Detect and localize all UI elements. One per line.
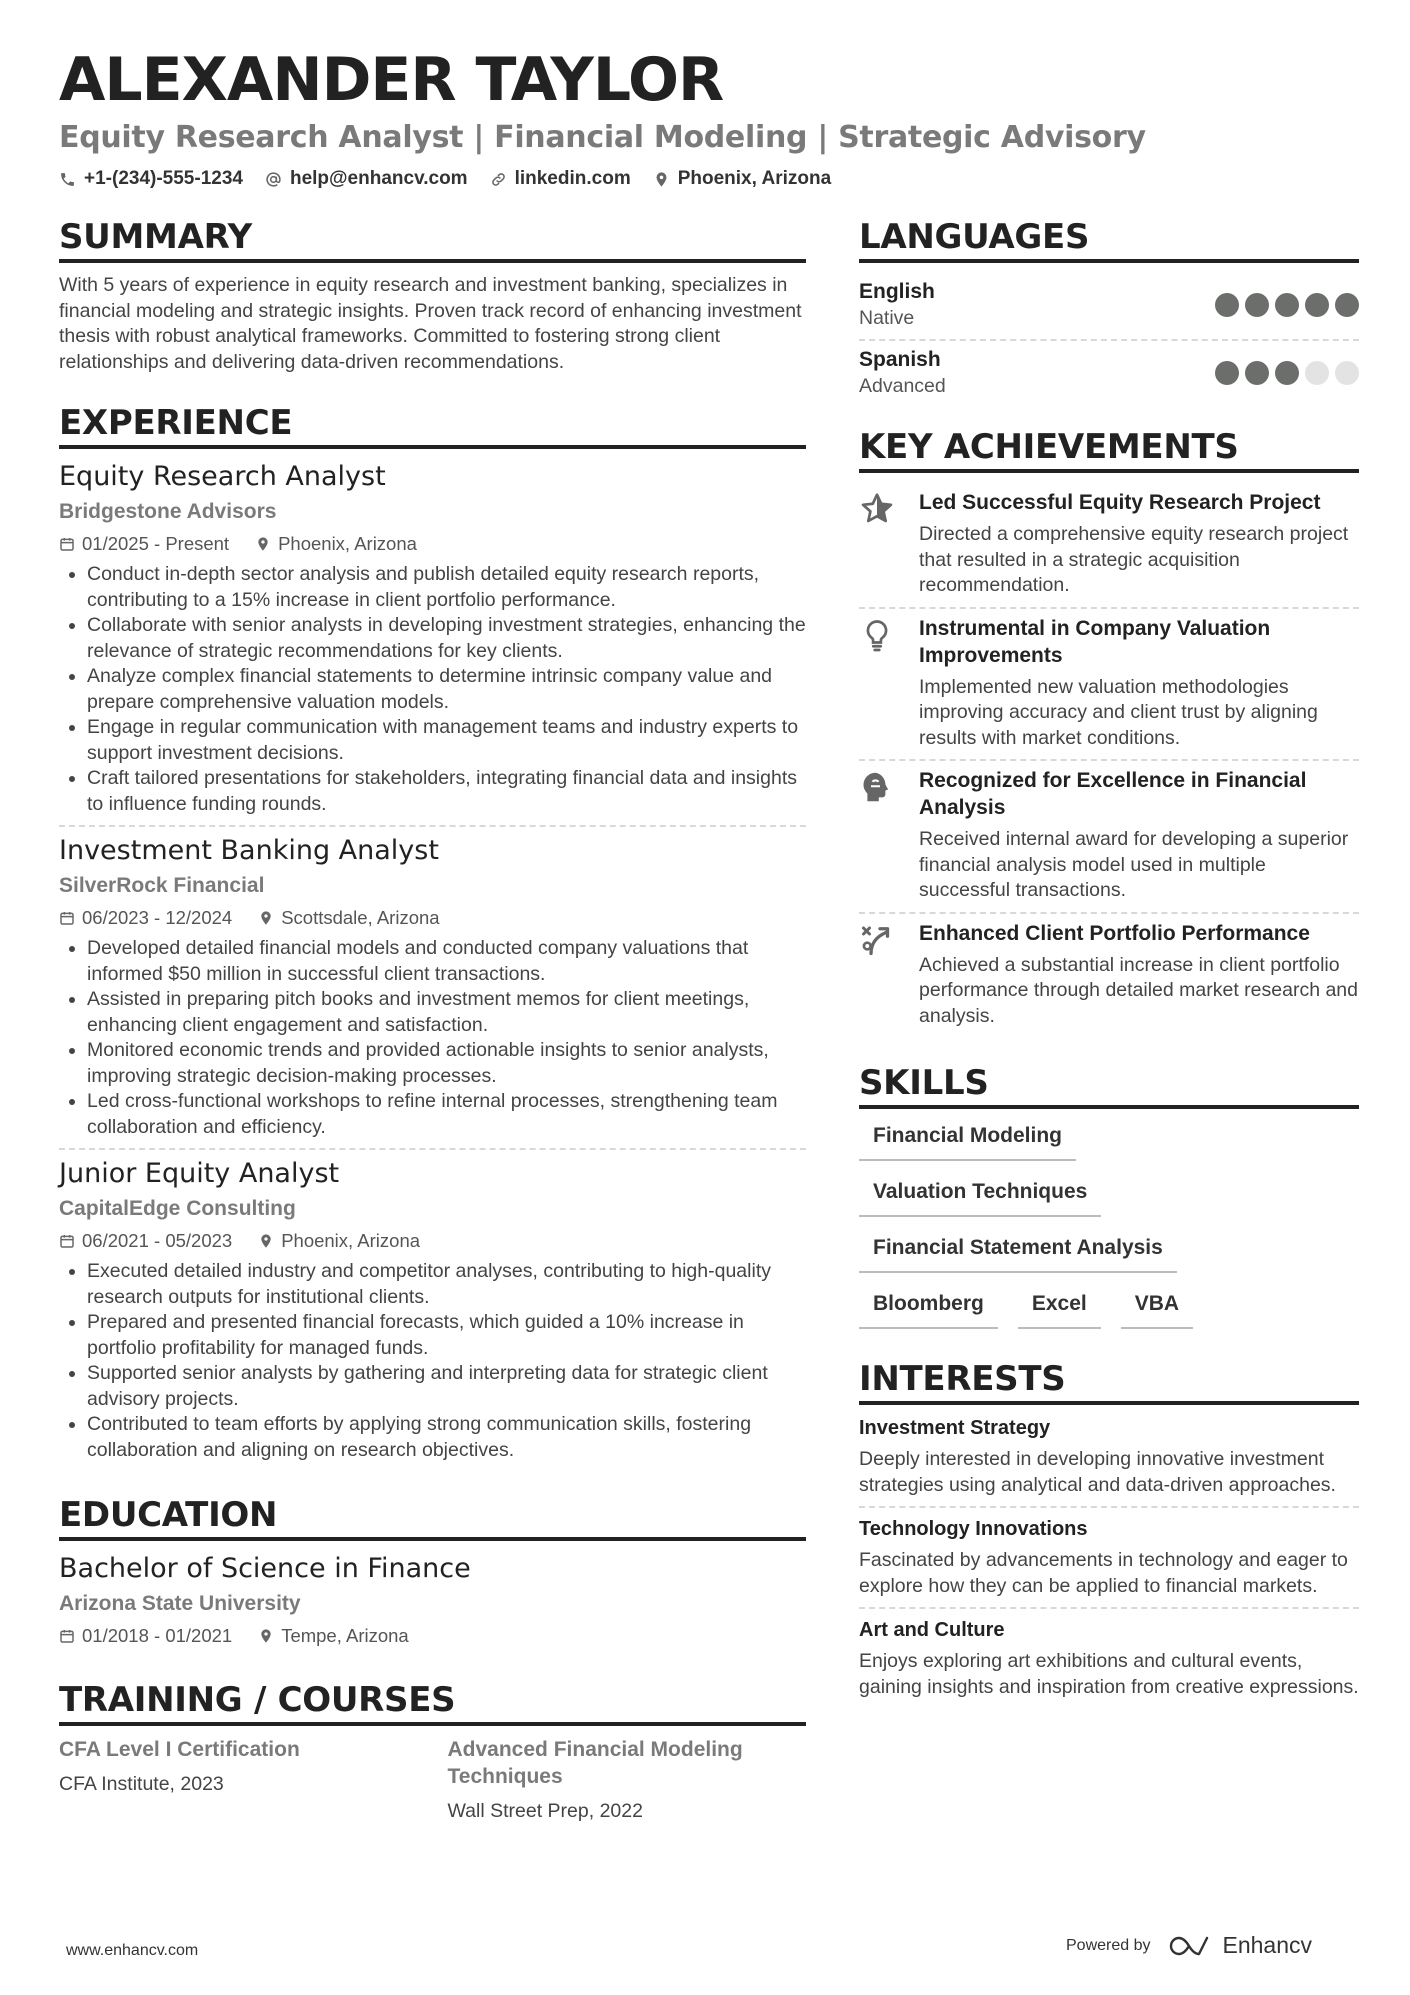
candidate-title: Equity Research Analyst | Financial Modeling | Strategic Advisory — [59, 120, 1146, 155]
location-pin-icon — [258, 910, 274, 926]
achievements-heading: KEY ACHIEVEMENTS — [859, 425, 1359, 473]
job-bullet: • Collaborate with senior analysts in developing investment strategies, enhancing the relevance of strategic recommendations for key clients. — [87, 613, 806, 664]
achievement-item — [859, 483, 1359, 609]
job-role: Junior Equity Analyst — [59, 1158, 340, 1189]
interest-title: Art and Culture — [859, 1619, 1005, 1641]
experience-section — [59, 401, 806, 1471]
training-section — [59, 1678, 806, 1824]
footer-branding — [1066, 1932, 1312, 1959]
rating-dot-filled — [1335, 293, 1359, 317]
job-role: Equity Research Analyst — [59, 461, 386, 492]
job-bullet: • Analyze complex financial statements to determine intrinsic company value and prepare comprehensive valuation models. — [87, 664, 806, 715]
languages-section — [859, 215, 1359, 407]
calendar-icon — [59, 910, 75, 926]
training-provider: Wall Street Prep, 2022 — [447, 1800, 643, 1822]
calendar-icon — [59, 1628, 75, 1644]
linkedin-text: linkedin.com — [514, 168, 631, 189]
training-provider: CFA Institute, 2023 — [59, 1773, 224, 1795]
job-meta — [59, 532, 806, 556]
interest-desc: Fascinated by advancements in technology and eager to explore how they can be applied to financial markets. — [859, 1549, 1348, 1597]
rating-dot-filled — [1215, 361, 1239, 385]
education-meta — [59, 1624, 806, 1648]
job-dates — [59, 1229, 232, 1253]
achievement-desc: Achieved a substantial increase in client portfolio performance through detailed market research and analysis. — [919, 953, 1358, 1027]
rating-dot-filled — [1245, 293, 1269, 317]
job-location — [258, 906, 439, 930]
skills-list — [859, 1119, 1359, 1329]
job-bullet: • Prepared and presented financial forecasts, which guided a 10% increase in portfolio profitability for managed funds. — [87, 1310, 806, 1361]
skill-tag: Bloomberg — [859, 1287, 998, 1329]
achievement-title: Recognized for Excellence in Financial Analysis — [919, 769, 1307, 819]
language-name: Spanish — [859, 348, 941, 371]
achievements-section — [859, 425, 1359, 1037]
interest-title: Investment Strategy — [859, 1417, 1051, 1439]
summary-heading: SUMMARY — [59, 215, 806, 263]
contact-email[interactable] — [265, 168, 468, 190]
skill-tag: Excel — [1018, 1287, 1101, 1329]
skills-section — [859, 1061, 1359, 1329]
job-bullet: • Led cross-functional workshops to refine internal processes, strengthening team collaboration and efficiency. — [87, 1089, 806, 1140]
job-bullet: • Supported senior analysts by gathering and interpreting data for strategic client advisory projects. — [87, 1361, 806, 1412]
education-heading: EDUCATION — [59, 1493, 806, 1541]
training-name: Advanced Financial Modeling Techniques — [447, 1738, 743, 1788]
rating-dot-empty — [1305, 361, 1329, 385]
location-pin-icon — [258, 1628, 274, 1644]
education-dates-text: 01/2018 - 01/2021 — [82, 1625, 233, 1646]
achievement-desc: Implemented new valuation methodologies improving accuracy and client trust by aligning results with market conditions. — [919, 675, 1318, 749]
contact-bar — [59, 168, 1359, 190]
rating-dot-filled — [1245, 361, 1269, 385]
rating-dot-filled — [1305, 293, 1329, 317]
language-level: Advanced — [859, 375, 946, 397]
job-location — [255, 532, 417, 556]
contact-phone[interactable] — [59, 168, 243, 190]
rating-dot-filled — [1275, 293, 1299, 317]
achievement-item — [859, 914, 1359, 1038]
job-dates-text: 01/2025 - Present — [82, 533, 230, 554]
contact-linkedin[interactable] — [490, 168, 631, 190]
job-bullet: • Developed detailed financial models and conducted company valuations that informed $50 million in successful client transactions. — [87, 936, 806, 987]
lightbulb-icon — [859, 617, 895, 653]
language-rating — [1215, 293, 1359, 317]
footer-website[interactable]: www.enhancv.com — [66, 1942, 199, 1959]
training-heading: TRAINING / COURSES — [59, 1678, 806, 1726]
summary-section — [59, 215, 806, 375]
job-bullet: • Conduct in-depth sector analysis and publish detailed equity research reports, contributing to a 15% increase in client portfolio performance. — [87, 562, 806, 613]
contact-location — [653, 168, 831, 190]
job-meta — [59, 1229, 806, 1253]
language-rating — [1215, 361, 1359, 385]
job-bullet: • Executed detailed industry and competitor analyses, contributing to high-quality research outputs for institutional clients. — [87, 1259, 806, 1310]
left-column — [59, 215, 806, 1824]
language-item — [859, 341, 1359, 407]
interest-desc: Enjoys exploring art exhibitions and cultural events, gaining insights and inspiration from creative expressions. — [859, 1650, 1359, 1698]
job-bullet: • Contributed to team efforts by applying strong communication skills, fostering collaboration and aligning on research objectives. — [87, 1412, 806, 1463]
rating-dot-filled — [1275, 361, 1299, 385]
job-bullet: • Monitored economic trends and provided actionable insights to senior analysts, improving strategic decision-making processes. — [87, 1038, 806, 1089]
interests-section — [859, 1357, 1359, 1708]
interests-heading: INTERESTS — [859, 1357, 1359, 1405]
location-pin-icon — [653, 171, 670, 188]
star-icon — [859, 491, 895, 527]
achievement-desc: Directed a comprehensive equity research project that resulted in a strategic acquisition recommendation. — [919, 523, 1349, 596]
rating-dot-empty — [1335, 361, 1359, 385]
at-icon — [265, 171, 282, 188]
job-company: CapitalEdge Consulting — [59, 1197, 296, 1220]
languages-heading: LANGUAGES — [859, 215, 1359, 263]
enhancv-logo-icon — [1169, 1934, 1213, 1958]
job-bullets — [59, 936, 806, 1140]
education-dates — [59, 1624, 232, 1648]
interest-item — [859, 1617, 1359, 1708]
interest-item — [859, 1415, 1359, 1508]
training-item — [59, 1736, 418, 1824]
job-dates — [59, 906, 232, 930]
powered-by-label: Powered by — [1066, 1936, 1151, 1954]
interest-item — [859, 1516, 1359, 1609]
summary-text: With 5 years of experience in equity research and investment banking, specializes in financial modeling and strategic insights. Proven track record of enhancing investment thesis with robust analytical frameworks. Committed to fostering strong client relationships and delivering data-driven recommendations. — [59, 274, 802, 373]
achievement-title: Enhanced Client Portfolio Performance — [919, 921, 1310, 945]
job-bullets — [59, 562, 806, 817]
training-item — [448, 1736, 807, 1824]
job-dates-text: 06/2023 - 12/2024 — [82, 907, 233, 928]
job-company: SilverRock Financial — [59, 874, 265, 897]
language-item — [859, 273, 1359, 341]
skill-tag: Financial Modeling — [859, 1119, 1076, 1161]
job-location-text: Scottsdale, Arizona — [281, 907, 440, 928]
job-dates — [59, 532, 229, 556]
education-location-text: Tempe, Arizona — [281, 1625, 409, 1646]
interest-desc: Deeply interested in developing innovative investment strategies using analytical and data-driven approaches. — [859, 1448, 1336, 1496]
language-name: English — [859, 280, 935, 303]
calendar-icon — [59, 536, 75, 552]
job-bullet: • Craft tailored presentations for stakeholders, integrating financial data and insights to influence funding rounds. — [87, 766, 806, 817]
location-pin-icon — [258, 1233, 274, 1249]
brain-head-icon — [859, 769, 895, 805]
language-level: Native — [859, 307, 915, 329]
job-location-text: Phoenix, Arizona — [278, 533, 417, 554]
job-meta — [59, 906, 806, 930]
calendar-icon — [59, 1233, 75, 1249]
rating-dot-filled — [1215, 293, 1239, 317]
skill-tag: VBA — [1121, 1287, 1193, 1329]
job-location-text: Phoenix, Arizona — [281, 1230, 421, 1251]
experience-item — [59, 1156, 806, 1471]
job-role: Investment Banking Analyst — [59, 835, 439, 866]
job-bullets — [59, 1259, 806, 1463]
experience-item — [59, 459, 806, 827]
brand-logo[interactable] — [1169, 1932, 1313, 1959]
achievement-item — [859, 609, 1359, 762]
link-icon — [490, 171, 507, 188]
job-company: Bridgestone Advisors — [59, 500, 277, 523]
phone-text: +1-(234)-555-1234 — [84, 168, 243, 189]
job-location — [258, 1229, 420, 1253]
achievement-title: Instrumental in Company Valuation Improvements — [919, 616, 1271, 667]
interest-title: Technology Innovations — [859, 1518, 1088, 1540]
school-name: Arizona State University — [59, 1592, 301, 1615]
location-text: Phoenix, Arizona — [677, 168, 832, 189]
job-dates-text: 06/2021 - 05/2023 — [82, 1230, 233, 1251]
training-name: CFA Level I Certification — [59, 1738, 300, 1761]
location-pin-icon — [255, 536, 271, 552]
achievement-desc: Received internal award for developing a superior financial analysis model used in multiple successful transactions. — [919, 828, 1349, 901]
strategy-arrow-icon — [859, 922, 895, 958]
email-text: help@enhancv.com — [289, 168, 468, 189]
brand-name: Enhancv — [1222, 1932, 1313, 1958]
experience-heading: EXPERIENCE — [59, 401, 806, 449]
experience-item — [59, 833, 806, 1150]
phone-icon — [59, 171, 76, 188]
achievement-item — [859, 761, 1359, 914]
degree-name: Bachelor of Science in Finance — [59, 1553, 471, 1584]
job-bullet: • Engage in regular communication with management teams and industry experts to support investment decisions. — [87, 715, 806, 766]
job-bullet: • Assisted in preparing pitch books and investment memos for client meetings, enhancing client engagement and satisfaction. — [87, 987, 806, 1038]
skill-tag: Valuation Techniques — [859, 1175, 1101, 1217]
resume-header — [59, 44, 1359, 190]
achievement-title: Led Successful Equity Research Project — [919, 491, 1321, 514]
skills-heading: SKILLS — [859, 1061, 1359, 1109]
candidate-name: ALEXANDER TAYLOR — [59, 45, 724, 115]
education-location — [258, 1624, 409, 1648]
training-list — [59, 1736, 806, 1824]
education-section — [59, 1493, 806, 1648]
right-column — [859, 215, 1359, 1708]
skill-tag: Financial Statement Analysis — [859, 1231, 1177, 1273]
